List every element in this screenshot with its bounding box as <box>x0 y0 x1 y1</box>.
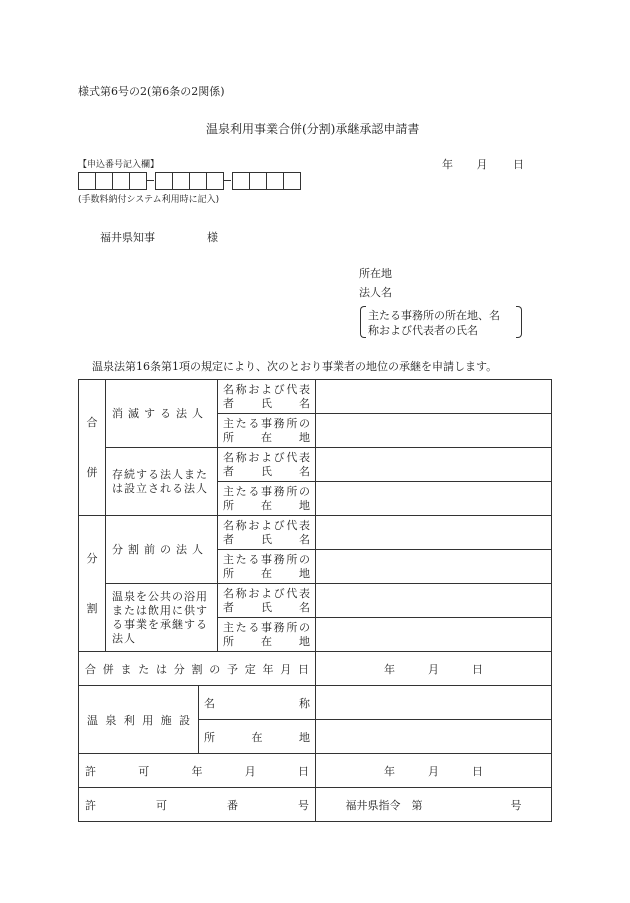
office-label: 主たる事務所の所在地 <box>218 550 316 584</box>
app-number-box[interactable] <box>112 172 130 190</box>
facility-name-field[interactable] <box>316 686 552 720</box>
merger-absorbed-name-field[interactable] <box>316 380 552 414</box>
app-number-box[interactable] <box>266 172 284 190</box>
split-cat-char: 分 <box>86 551 98 565</box>
merger-surviving-entity: 存続する法人または設立される法人 <box>106 448 218 516</box>
succession-table <box>78 379 552 652</box>
office-label: 主たる事務所の所在地 <box>218 414 316 448</box>
application-number-note: (手数料納付システム利用時に記入) <box>78 195 220 205</box>
month-label: 月 <box>476 158 488 171</box>
honorific: 様 <box>207 231 218 244</box>
name-rep-label: 名称および代表者氏名 <box>218 380 316 414</box>
year-label: 年 <box>442 158 453 171</box>
applicant-address-label: 所在地 <box>359 267 392 280</box>
applicant-note-line2: 称および代表者の氏名 <box>368 324 478 337</box>
merger-category <box>79 380 106 516</box>
split-successor-entity: 温泉を公共の浴用または飲用に供する事業を承継する法人 <box>106 584 218 652</box>
office-label: 主たる事務所の所在地 <box>218 618 316 652</box>
name-rep-label: 名称および代表者氏名 <box>218 584 316 618</box>
facility-label: 温泉利用施設 <box>79 686 199 754</box>
addressee: 福井県知事 <box>100 231 155 244</box>
split-cat-char: 割 <box>86 601 98 615</box>
facility-location-field[interactable] <box>316 720 552 754</box>
merger-absorbed-office-field[interactable] <box>316 414 552 448</box>
dash <box>147 180 154 181</box>
split-before-office-field[interactable] <box>316 550 552 584</box>
merger-cat-char: 併 <box>86 465 98 479</box>
applicant-note-line1: 主たる事務所の所在地、名 <box>368 309 500 322</box>
bracket-left <box>360 306 366 338</box>
app-number-box[interactable] <box>129 172 147 190</box>
schedule-label: 合併または分割の予定年月日 <box>79 652 316 686</box>
office-label: 主たる事務所の所在地 <box>218 482 316 516</box>
applicant-name-label: 法人名 <box>359 286 392 299</box>
permit-no-label: 許可番号 <box>79 788 316 822</box>
permit-table <box>78 753 552 822</box>
app-number-box[interactable] <box>78 172 96 190</box>
merger-absorbed-entity: 消滅する法人 <box>106 380 218 448</box>
split-before-name-field[interactable] <box>316 516 552 550</box>
merger-surviving-office-field[interactable] <box>316 482 552 516</box>
app-number-box[interactable] <box>189 172 207 190</box>
facility-table <box>78 685 552 754</box>
application-number-label: 【申込番号記入欄】 <box>78 160 160 170</box>
day-label: 日 <box>513 158 524 171</box>
facility-name-label: 名称 <box>199 686 316 720</box>
date-line <box>442 156 524 172</box>
app-number-box[interactable] <box>283 172 301 190</box>
split-before-entity: 分割前の法人 <box>106 516 218 584</box>
permit-date-label: 許可年月日 <box>79 754 316 788</box>
name-rep-label: 名称および代表者氏名 <box>218 516 316 550</box>
app-number-box[interactable] <box>95 172 113 190</box>
split-successor-office-field[interactable] <box>316 618 552 652</box>
split-successor-name-field[interactable] <box>316 584 552 618</box>
permit-no-field[interactable]: 福井県指令 第 号 <box>316 788 552 822</box>
app-number-box[interactable] <box>155 172 173 190</box>
name-rep-label: 名称および代表者氏名 <box>218 448 316 482</box>
merger-surviving-name-field[interactable] <box>316 448 552 482</box>
app-number-box[interactable] <box>232 172 250 190</box>
dash <box>224 180 231 181</box>
statement: 温泉法第16条第1項の規定により、次のとおり事業者の地位の承継を申請します。 <box>92 360 498 373</box>
schedule-table <box>78 651 552 686</box>
permit-date-field[interactable]: 年 月 日 <box>316 754 552 788</box>
app-number-box[interactable] <box>249 172 267 190</box>
merger-cat-char: 合 <box>86 415 98 429</box>
bracket-right <box>516 306 522 338</box>
form-label: 様式第6号の2(第6条の2関係) <box>78 85 225 98</box>
app-number-box[interactable] <box>172 172 190 190</box>
facility-location-label: 所在地 <box>199 720 316 754</box>
split-category <box>79 516 106 652</box>
page-title: 温泉利用事業合併(分割)承継承認申請書 <box>206 122 420 136</box>
schedule-value-field[interactable]: 年 月 日 <box>316 652 552 686</box>
app-number-box[interactable] <box>206 172 224 190</box>
